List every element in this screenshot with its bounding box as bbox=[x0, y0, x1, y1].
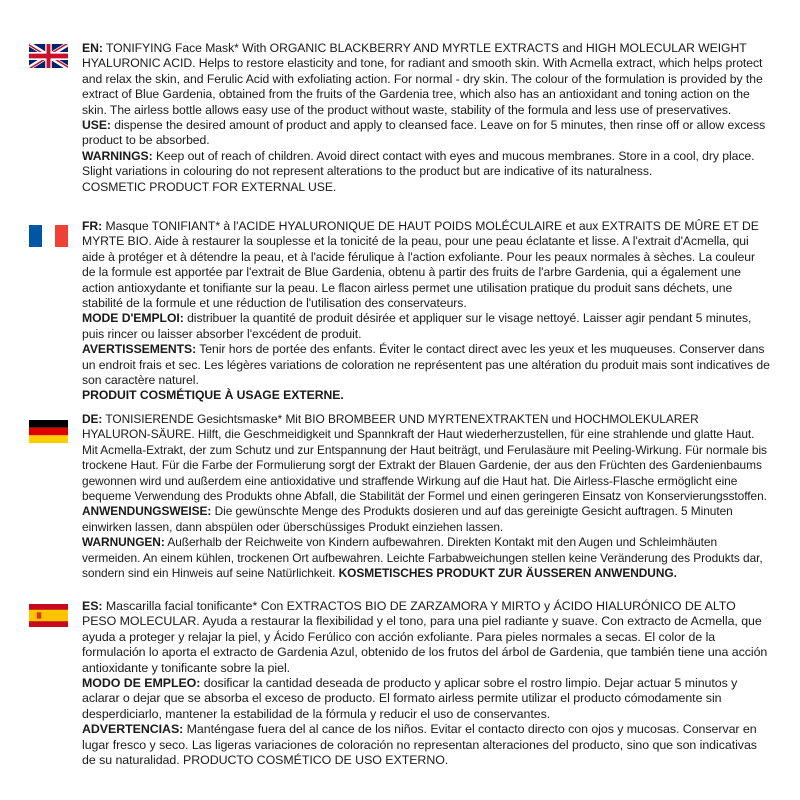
usage-paragraph bbox=[82, 118, 770, 149]
external-use-note: COSMETIC PRODUCT FOR EXTERNAL USE. bbox=[82, 179, 337, 194]
description-paragraph bbox=[82, 412, 770, 504]
warnings-paragraph bbox=[82, 722, 770, 768]
warnings-text: Außerhalb der Reichweite von Kindern aufbewahren. Direkten Kontakt mit den Augen und Schleimhäuten vermeiden. An einem kühlen, trockenen Ort aufbewahren. Leichte Farbabweichungen stellen keine Veränderung des Produkts dar, sondern sind ein Hinweis auf seine Natürlichkeit. bbox=[82, 535, 763, 581]
warnings-paragraph bbox=[82, 149, 770, 180]
warnings-label: ADVERTENCIAS: bbox=[82, 722, 184, 737]
section-english bbox=[82, 41, 770, 195]
germany-flag-icon bbox=[29, 420, 68, 443]
warnings-label: WARNINGS: bbox=[82, 148, 153, 163]
description-paragraph bbox=[82, 41, 770, 118]
warnings-text: Tenir hors de portée des enfants. Éviter le contact direct avec les yeux et les muqueuses. Conserver dans un endroit frais et sec. Les légères variations de coloration ne représentent pas une altération du produit mais sont indicatives de son caractère naturel. bbox=[82, 342, 770, 388]
warnings-label: WARNUNGEN: bbox=[82, 535, 165, 550]
usage-label: USE: bbox=[82, 118, 111, 133]
language-code: EN: bbox=[82, 41, 103, 55]
language-code: FR: bbox=[82, 219, 103, 233]
section-spanish bbox=[82, 599, 770, 768]
warnings-paragraph bbox=[82, 535, 770, 581]
usage-label: ANWENDUNGSWEISE: bbox=[82, 504, 212, 519]
usage-text: dispense the desired amount of product and apply to cleansed face. Leave on for 5 minutes, then rinse off or allow excess product to be absorbed. bbox=[82, 118, 766, 148]
france-flag-icon bbox=[29, 225, 68, 247]
external-use-note bbox=[82, 388, 770, 403]
description-paragraph bbox=[82, 599, 770, 676]
usage-label: MODE D'EMPLOI: bbox=[82, 311, 184, 326]
usage-paragraph bbox=[82, 676, 770, 722]
warnings-text: Manténgase fuera del al cance de los niños. Evitar el contacto directo con ojos y mucosas. Conservar en lugar fresco y seco. Las ligeras variaciones de coloración no representan alteraciones del producto, sino que son indicativas de su naturalidad. bbox=[82, 722, 757, 768]
usage-paragraph bbox=[82, 504, 770, 535]
description-text: TONIFYING Face Mask* With ORGANIC BLACKBERRY AND MYRTLE EXTRACTS and HIGH MOLECULAR WEIGHT HYALURONIC ACID. Helps to restore elasticity and tone, for radiant and smooth skin. With Acmella extract, which helps protect and relax the skin, and Ferulic Acid with exfoliating action. For normal - dry skin. The colour of the formulation is provided by the extract of Blue Gardenia, obtained from the fruits of the Gardenia tree, which also has an antioxidant and toning action on the skin. The airless bottle allows easy use of the product without waste, stability of the formula and less use of preservatives. bbox=[82, 41, 763, 117]
usage-text: distribuer la quantité de produit désirée et appliquer sur le visage nettoyé. Laisser agir pendant 5 minutes, puis rincer ou laisser absorber l'excédent de produit. bbox=[82, 311, 752, 341]
description-paragraph bbox=[82, 219, 770, 311]
uk-flag-icon bbox=[29, 44, 68, 68]
language-code: DE: bbox=[82, 412, 103, 426]
description-text: Mascarilla facial tonificante* Con EXTRACTOS BIO DE ZARZAMORA Y MIRTO y ÁCIDO HIALURÓNICO DE ALTO PESO MOLECULAR. Ayuda a restaurar la flexibilidad y el tono, para una piel radiante y suave. Con extracto de Acmella, que ayuda a proteger y relajar la piel, y Ácido Ferúlico con acción exfoliante. Para pieles normales a secas. El color de la formulación lo aporta el extracto de Gardenia Azul, obtenido de los frutos del árbol de Gardenia, que también tiene una acción antioxidante y tonificante sobre la piel. bbox=[82, 599, 768, 675]
spain-flag-icon bbox=[29, 604, 68, 627]
description-text: Masque TONIFIANT* à l'ACIDE HYALURONIQUE DE HAUT POIDS MOLÉCULAIRE et aux EXTRAITS DE MÛRE ET DE MYRTE BIO. Aide à restaurer la souplesse et la tonicité de la peau, pour une peau éclatante et lisse. A l'extrait d'Acmella, qui aide à protéger et à détendre la peau, et à l'acide férulique à l'action exfoliante. Pour les peaux normales à sèches. La couleur de la formule est apportée par l'extrait de Blue Gardenia, obtenu à partir des fruits de l'arbre Gardenia, qui a également une action antioxydante et tonifiante sur la peau. Le flacon airless permet une utilisation pratique du produit sans déchets, une stabilité de la formule et une réduction de l'utilisation des conservateurs. bbox=[82, 219, 759, 311]
section-german bbox=[82, 412, 770, 581]
language-code: ES: bbox=[82, 599, 103, 613]
external-use-text: KOSMETISCHES PRODUKT ZUR ÄUSSEREN ANWENDUNG. bbox=[338, 566, 677, 581]
warnings-text: Keep out of reach of children. Avoid direct contact with eyes and mucous membranes. Store in a cool, dry place. Slight variations in colouring do not represent alterations to the product but are indicative of its naturalness. bbox=[82, 148, 755, 179]
description-text: TONISIERENDE Gesichtsmaske* Mit BIO BROMBEER UND MYRTENEXTRAKTEN und HOCHMOLEKULARER HYALURON-SÄURE. Hilft, die Geschmeidigkeit und Spannkraft der Haut wiederherzustellen, für eine strahlende und glatte Haut. Mit Acmella-Extrakt, der zum Schutz und zur Entspannung der Haut beiträgt, und Ferulasäure mit Peeling-Wirkung. Für normale bis trockene Haut. Für die Farbe der Formulierung sorgt der Extrakt der Blauen Gardenie, der aus den Früchten des Gardenienbaums gewonnen wird und außerdem eine antioxidative und straffende Wirkung auf die Haut hat. Die Airless-Flasche ermöglicht eine bequeme Verwendung des Produkts ohne Abfall, die Stabilität der Formel und einen geringeren Einsatz von Konservierungsstoffen. bbox=[82, 412, 767, 504]
external-use-text: PRODUIT COSMÉTIQUE À USAGE EXTERNE. bbox=[82, 388, 344, 403]
external-use-text: PRODUCTO COSMÉTICO DE USO EXTERNO. bbox=[183, 753, 449, 768]
usage-text: dosificar la cantidad deseada de producto y aplicar sobre el rostro limpio. Dejar actuar 5 minutos y aclarar o dejar que se absorba el exceso de producto. El formato airless permite utilizar el producto cómodamente sin desperdiciarlo, mantener la estabilidad de la fórmula y reducir el uso de conservantes. bbox=[82, 676, 738, 721]
usage-label: MODO DE EMPLEO: bbox=[82, 676, 201, 691]
section-french bbox=[82, 219, 770, 404]
warnings-paragraph bbox=[82, 342, 770, 388]
warnings-label: AVERTISSEMENTS: bbox=[82, 342, 197, 357]
usage-text: Die gewünschte Menge des Produkts dosieren und auf das gereinigte Gesicht auftragen. 5 Minuten einwirken lassen, dann abspülen oder überschüssiges Produkt einziehen lassen. bbox=[82, 504, 733, 534]
usage-paragraph bbox=[82, 311, 770, 342]
